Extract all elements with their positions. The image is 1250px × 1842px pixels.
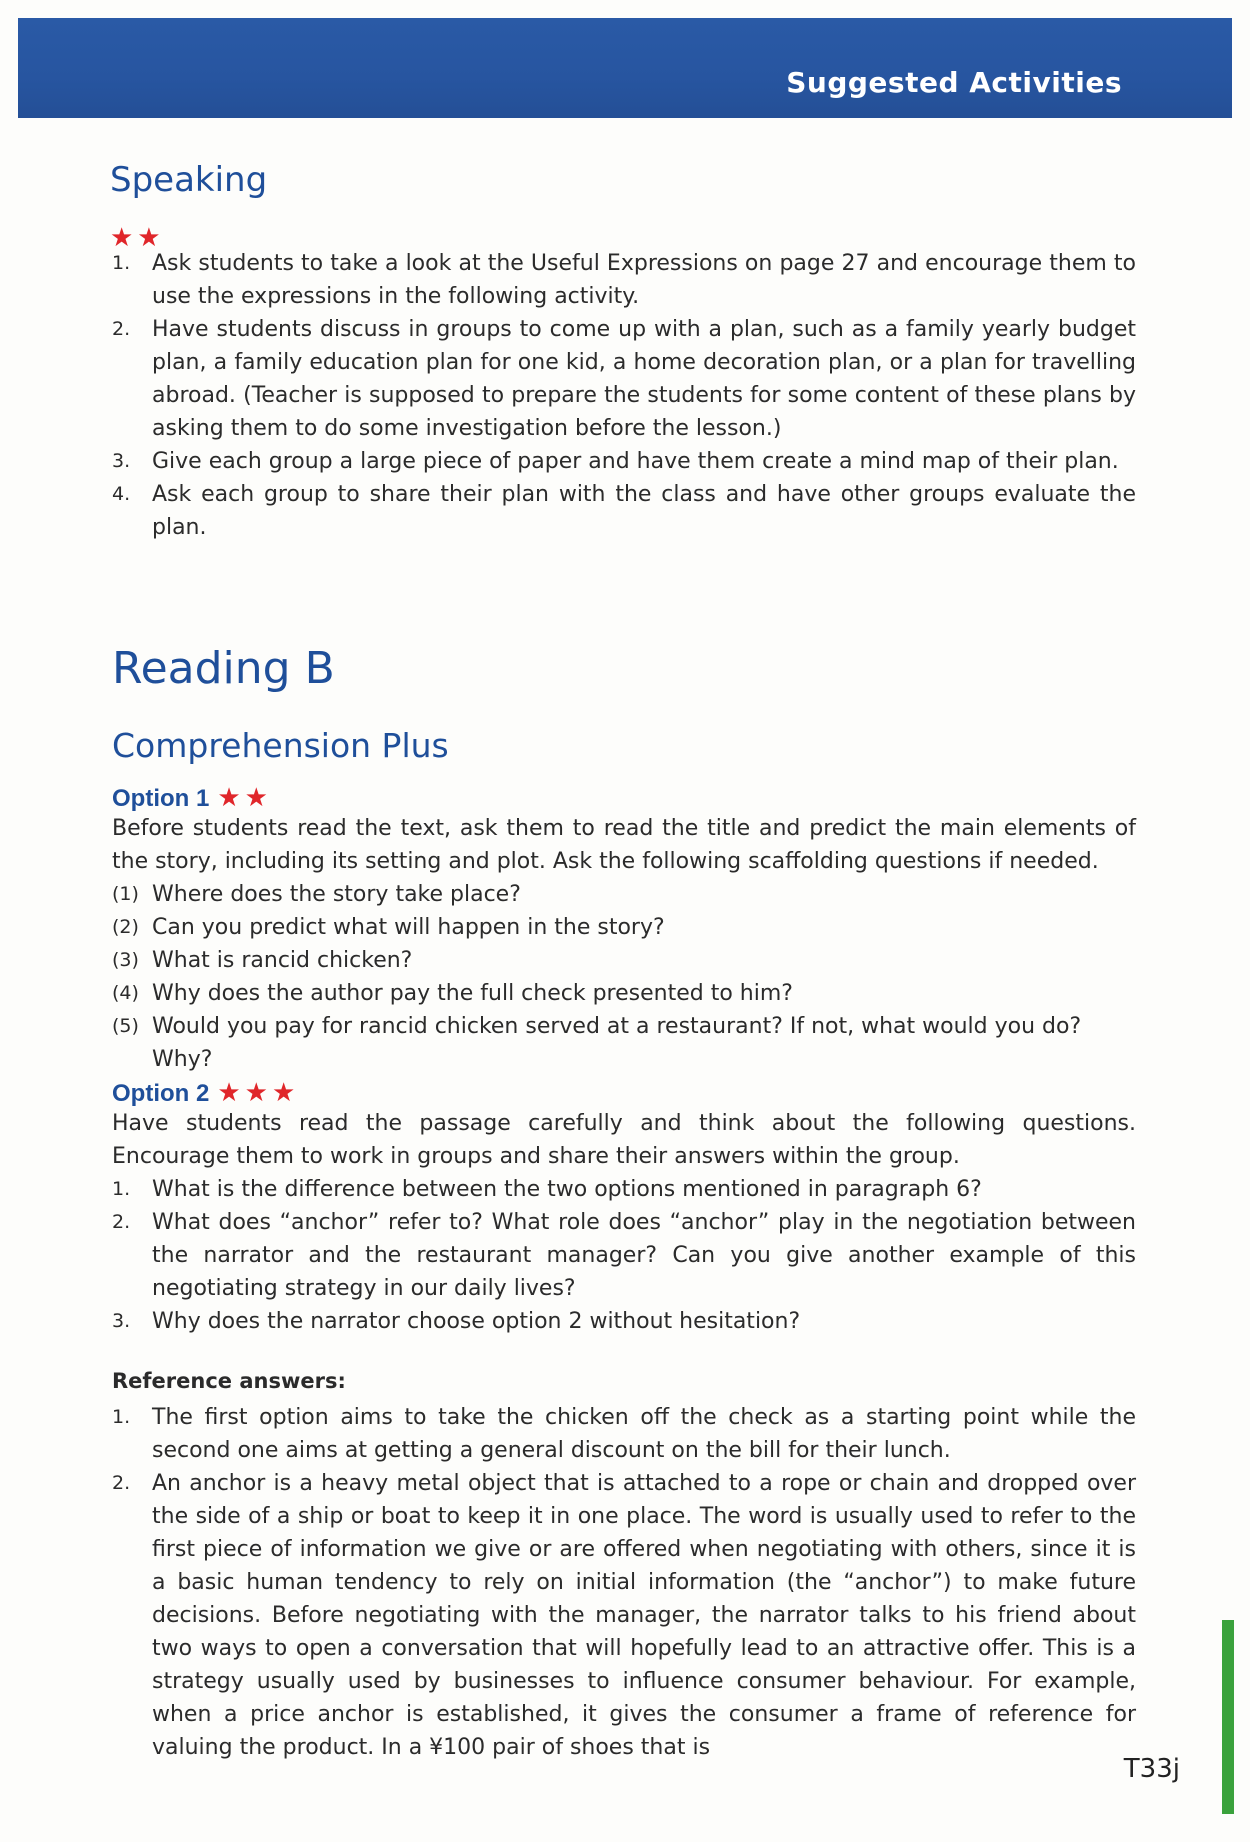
list-item: (1) Where does the story take place?: [112, 882, 521, 907]
option-1-body: [112, 812, 1136, 1076]
list-item: (4) Why does the author pay the full check presented to him?: [112, 981, 793, 1006]
speaking-list: [112, 247, 1136, 544]
option-2-intro: Have students read the passage carefully and think about the following questions. Encourage them to work in groups and share their answers within the group.: [112, 1111, 1136, 1169]
reading-b-heading: Reading B: [112, 643, 335, 694]
list-item: 1. What is the difference between the two options mentioned in paragraph 6?: [112, 1177, 982, 1202]
option-1-heading: Option 1 ★★: [112, 782, 272, 812]
option-2-stars: ★★★: [217, 1077, 300, 1107]
list-item: 2. An anchor is a heavy metal object that is attached to a rope or chain and dropped over the side of a ship or boat to keep it in one place. The word is usually used to refer to the first piece of information we give or are offered when negotiating with others, since it is a basic human tendency to rely on initial information (the “anchor”) to make future decisions. Before negotiating with the manager, the narrator talks to his friend about two ways to open a conversation that will hopefully lead to an attractive offer. This is a strategy usually used by businesses to influence consumer behaviour. For example, when a price anchor is established, it gives the consumer a frame of reference for valuing the product. In a ¥100 pair of shoes that is: [112, 1471, 1136, 1760]
reference-answers-heading: Reference answers:: [112, 1369, 346, 1393]
chapter-tab: [1222, 1620, 1234, 1814]
option-1-intro: Before students read the text, ask them to read the title and predict the main elements of the story, including its setting and plot. Ask the following scaffolding questions if needed.: [112, 816, 1136, 874]
list-item: 2. Have students discuss in groups to come up with a plan, such as a family yearly budget plan, a family education plan for one kid, a home decoration plan, or a plan for travelling abroad. (Teacher is supposed to prepare the students for some content of these plans by asking them to do some investigation before the lesson.): [112, 317, 1136, 441]
header-title: Suggested Activities: [786, 66, 1122, 99]
list-item: 3. Give each group a large piece of paper and have them create a mind map of their plan.: [112, 449, 1119, 474]
list-item: 4. Ask each group to share their plan with the class and have other groups evaluate the plan.: [112, 482, 1136, 540]
page-number: T33j: [1123, 1754, 1180, 1784]
comprehension-plus-heading: Comprehension Plus: [112, 726, 449, 765]
list-item: (5) Would you pay for rancid chicken served at a restaurant? If not, what would you do? Why?: [112, 1014, 1082, 1072]
list-item: 1. The first option aims to take the chicken off the check as a starting point while the second one aims at getting a general discount on the bill for their lunch.: [112, 1405, 1136, 1463]
list-item: (2) Can you predict what will happen in the story?: [112, 915, 665, 940]
list-item: 2. What does “anchor” refer to? What role does “anchor” play in the negotiation between the narrator and the restaurant manager? Can you give another example of this negotiating strategy in our daily lives?: [112, 1210, 1136, 1301]
reference-answers-list: [112, 1401, 1136, 1764]
list-item: (3) What is rancid chicken?: [112, 948, 413, 973]
speaking-stars: ★★: [110, 222, 165, 252]
speaking-heading: Speaking: [110, 160, 268, 200]
option-1-stars: ★★: [217, 782, 272, 812]
option-2-body: [112, 1107, 1136, 1338]
list-item: 3. Why does the narrator choose option 2 without hesitation?: [112, 1309, 801, 1334]
list-item: 1. Ask students to take a look at the Useful Expressions on page 27 and encourage them to use the expressions in the following activity.: [112, 251, 1136, 309]
option-2-heading: Option 2 ★★★: [112, 1077, 300, 1107]
